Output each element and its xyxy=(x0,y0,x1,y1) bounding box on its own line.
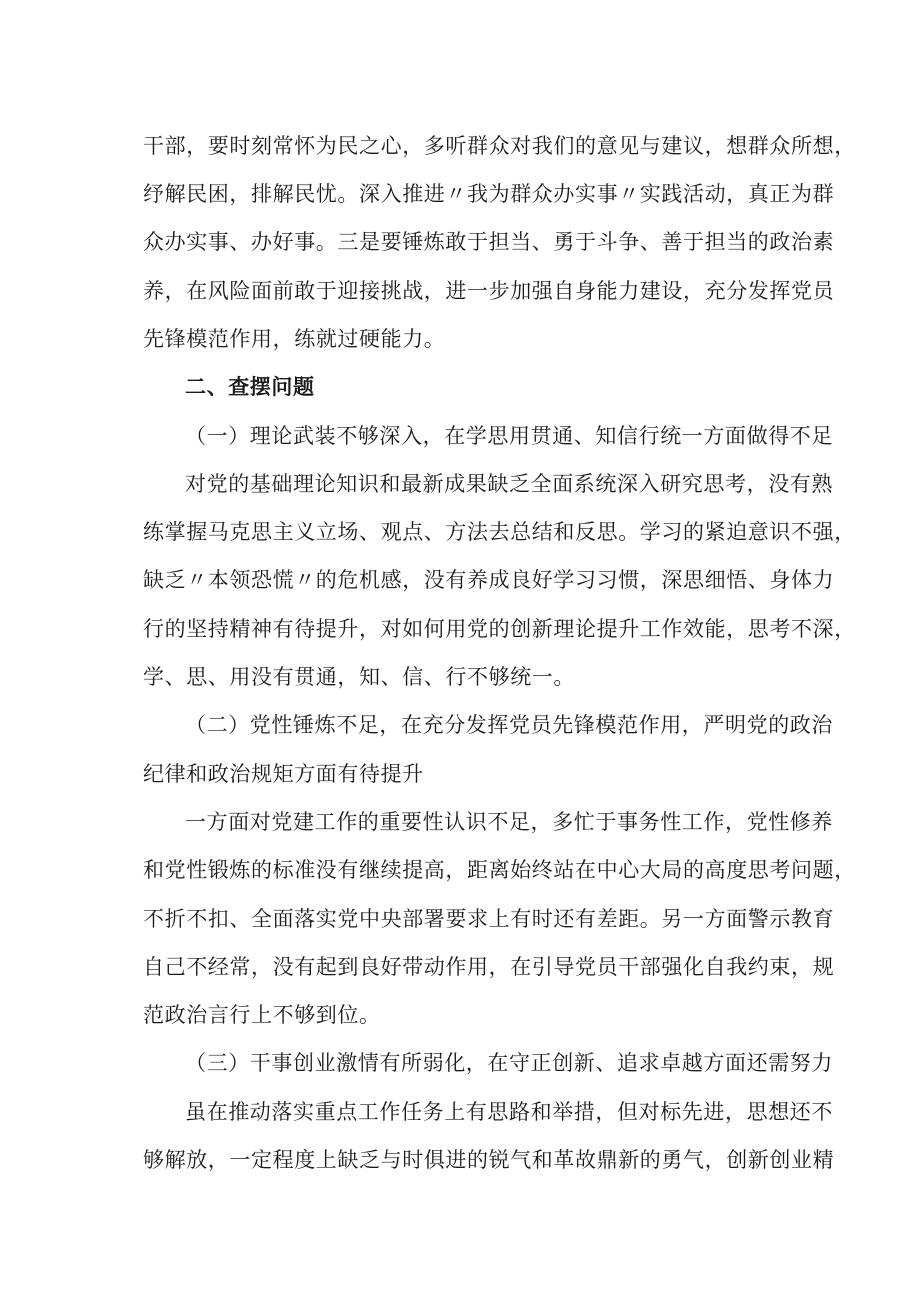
body-line-10: 学、思、用没有贯通，知、信、行不够统一。 xyxy=(143,665,575,689)
body-line-13: 不折不扣、全面落实党中央部署要求上有时还有差距。另一方面警示教育 xyxy=(143,907,835,931)
subheading-3: （三）干事创业激情有所弱化，在守正创新、追求卓越方面还需努力 xyxy=(185,1051,833,1075)
section-heading: 二、查摆问题 xyxy=(185,375,315,399)
body-line-15: 范政治言行上不够到位。 xyxy=(143,1003,381,1027)
body-line-2: 纾解民困，排解民忧。深入推进〃我为群众办实事〃实践活动，真正为群 xyxy=(143,182,835,206)
subheading-1: （一）理论武装不够深入，在学思用贯通、知信行统一方面做得不足 xyxy=(185,424,833,448)
body-line-7: 练掌握马克思主义立场、观点、方法去总结和反思。学习的紧迫意识不强， xyxy=(143,520,856,544)
body-line-1: 干部，要时刻常怀为民之心，多听群众对我们的意见与建议，想群众所想， xyxy=(143,134,856,158)
body-line-17: 够解放，一定程度上缺乏与时俱进的锐气和革故鼎新的勇气，创新创业精 xyxy=(143,1148,835,1172)
body-line-14: 自己不经常，没有起到良好带动作用，在引导党员干部强化自我约束，规 xyxy=(143,955,835,979)
body-line-16: 虽在推动落实重点工作任务上有思路和举措，但对标先进，思想还不 xyxy=(185,1100,833,1124)
body-line-5: 先锋模范作用，练就过硬能力。 xyxy=(143,327,446,351)
body-line-9: 行的坚持精神有待提升，对如何用党的创新理论提升工作效能，思考不深， xyxy=(143,617,856,641)
body-line-4: 养，在风险面前敢于迎接挑战，进一步加强自身能力建设，充分发挥党员 xyxy=(143,279,835,303)
subheading-2: （二）党性锤炼不足，在充分发挥党员先锋模范作用，严明党的政治 xyxy=(185,713,833,737)
body-line-6: 对党的基础理论知识和最新成果缺乏全面系统深入研究思考，没有熟 xyxy=(185,472,833,496)
body-line-11: 一方面对党建工作的重要性认识不足，多忙于事务性工作，党性修养 xyxy=(185,810,833,834)
subheading-2-cont: 纪律和政治规矩方面有待提升 xyxy=(143,762,424,786)
body-line-8: 缺乏〃本领恐慌〃的危机感，没有养成良好学习习惯，深思细悟、身体力 xyxy=(143,568,835,592)
body-line-3: 众办实事、办好事。三是要锤炼敢于担当、勇于斗争、善于担当的政治素 xyxy=(143,230,835,254)
body-line-12: 和党性锻炼的标准没有继续提高，距离始终站在中心大局的高度思考问题， xyxy=(143,858,856,882)
